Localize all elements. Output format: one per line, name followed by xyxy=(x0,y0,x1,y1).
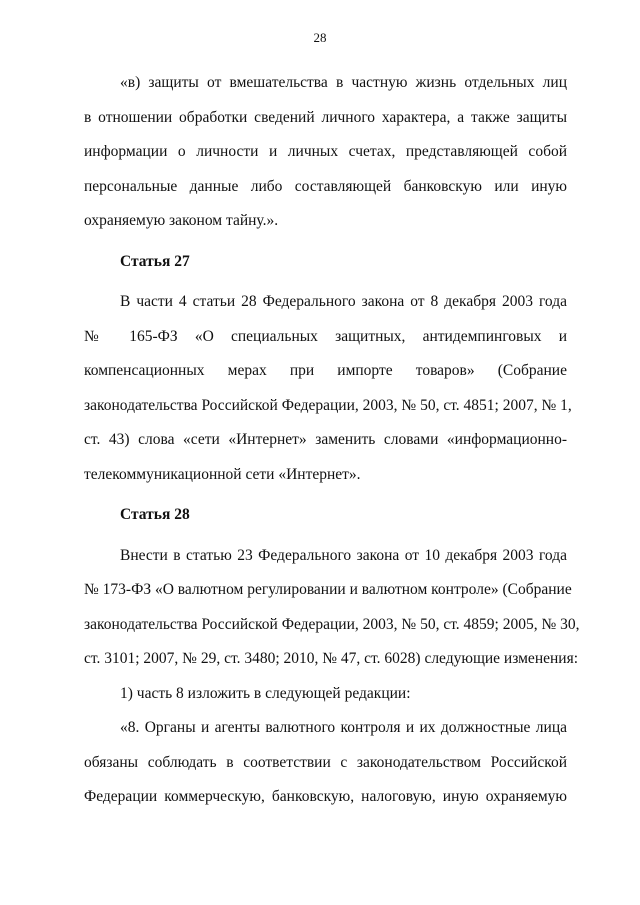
paragraph-article-27 xyxy=(84,285,572,492)
page-number: 28 xyxy=(313,30,327,45)
text-line: Внести в статью 23 Федерального закона от 10 декабря 2003 года xyxy=(120,546,567,564)
text-line: № 173-ФЗ «О валютном регулировании и валютном контроле» (Собрание xyxy=(84,581,572,598)
text-line: ст. 3101; 2007, № 29, ст. 3480; 2010, № 47, ст. 6028) следующие изменения: xyxy=(84,650,579,667)
text-line: охраняемую законом тайну.». xyxy=(84,212,279,229)
text-line: законодательства Российской Федерации, 2003, № 50, ст. 4859; 2005, № 30, xyxy=(84,615,580,633)
text-line: компенсационных мерах при импорте товаров» (Собрание xyxy=(84,362,567,379)
paragraph-amendment-1 xyxy=(84,677,567,712)
paragraph-protection-clause xyxy=(84,66,567,239)
text-line: ст. 43) слова «сети «Интернет» заменить словами «информационно- xyxy=(84,431,567,448)
article-28-heading: Статья 28 xyxy=(120,506,190,523)
article-27-heading: Статья 27 xyxy=(120,252,190,270)
text-line: Федерации коммерческую, банковскую, налоговую, иную охраняемую xyxy=(84,788,567,805)
text-line: телекоммуникационной сети «Интернет». xyxy=(84,465,361,483)
paragraph-article-28 xyxy=(84,539,580,677)
text-line: персональные данные либо составляющей банковскую или иную xyxy=(84,177,567,195)
text-line: 1) часть 8 изложить в следующей редакции: xyxy=(120,684,411,702)
text-line: «8. Органы и агенты валютного контроля и их должностные лица xyxy=(120,719,567,736)
document-body xyxy=(84,66,580,815)
text-line: обязаны соблюдать в соответствии с законодательством Российской xyxy=(84,753,567,771)
paragraph-part-8 xyxy=(84,711,567,815)
text-line: законодательства Российской Федерации, 2003, № 50, ст. 4851; 2007, № 1, xyxy=(84,396,572,414)
text-line: в отношении обработки сведений личного характера, а также защиты xyxy=(84,108,567,126)
text-line: В части 4 статьи 28 Федерального закона от 8 декабря 2003 года xyxy=(120,293,567,310)
text-line: информации о личности и личных счетах, представляющей собой xyxy=(84,143,567,160)
text-line: «в) защиты от вмешательства в частную жизнь отдельных лиц xyxy=(120,74,567,91)
text-line: № 165-ФЗ «О специальных защитных, антидемпинговых и xyxy=(84,327,567,345)
